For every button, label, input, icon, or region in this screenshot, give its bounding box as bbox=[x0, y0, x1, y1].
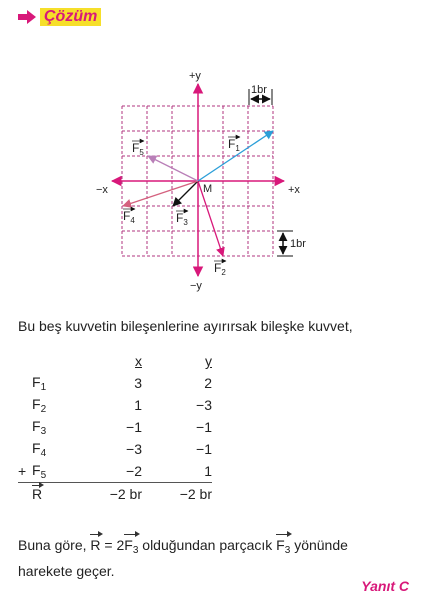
force-label-1: $F_1$ bbox=[228, 137, 240, 153]
y-component: −1 bbox=[196, 419, 212, 435]
y-minus-label: −y bbox=[190, 280, 202, 292]
force-label-3: $F_3$ bbox=[176, 211, 188, 227]
axes bbox=[112, 84, 284, 276]
scale-right-label: 1br bbox=[290, 238, 306, 250]
y-component: 2 bbox=[204, 375, 212, 391]
plus-sign bbox=[18, 394, 32, 416]
table-row bbox=[18, 438, 212, 460]
y-component: −1 bbox=[196, 441, 212, 457]
force-label-4: $F_4$ bbox=[123, 209, 135, 225]
component-table bbox=[18, 350, 212, 505]
origin-label: M bbox=[203, 183, 213, 195]
result-y: −2 br bbox=[142, 483, 212, 506]
table-row bbox=[18, 372, 212, 394]
result-row bbox=[18, 483, 212, 506]
force-name: $F_4$ bbox=[32, 439, 47, 459]
plus-sign: + bbox=[18, 463, 27, 479]
x-component: −2 bbox=[126, 463, 142, 479]
x-component: −3 bbox=[126, 441, 142, 457]
scale-right bbox=[277, 231, 306, 256]
table-row bbox=[18, 460, 212, 483]
resultant-vector: R bbox=[90, 537, 101, 553]
f3-vector-2: $F_3$ bbox=[276, 535, 290, 561]
x-component: 3 bbox=[134, 375, 142, 391]
y-plus-label: +y bbox=[189, 70, 201, 82]
intro-text: Bu beş kuvvetin bileşenlerine ayırırsak bileşke kuvvet, bbox=[18, 318, 353, 334]
table-row bbox=[18, 416, 212, 438]
force-name: $F_5$ bbox=[32, 461, 47, 481]
x-component: 1 bbox=[134, 397, 142, 413]
force-label-5: $F_5$ bbox=[132, 141, 144, 157]
col-y-header: y bbox=[205, 353, 212, 369]
result-name: R bbox=[32, 486, 43, 502]
result-x: −2 br bbox=[68, 483, 142, 506]
force-name: $F_1$ bbox=[32, 373, 47, 393]
y-component: −3 bbox=[196, 397, 212, 413]
force-vector-5 bbox=[148, 156, 198, 181]
table-row bbox=[18, 394, 212, 416]
answer-label: Yanıt C bbox=[361, 578, 409, 594]
x-component: −1 bbox=[126, 419, 142, 435]
y-component: 1 bbox=[204, 463, 212, 479]
plus-sign bbox=[18, 416, 32, 438]
force-diagram bbox=[0, 0, 423, 300]
x-minus-label: −x bbox=[96, 184, 108, 196]
plus-sign bbox=[18, 372, 32, 394]
f3-vector: $F_3$ bbox=[124, 535, 138, 561]
force-name: $F_2$ bbox=[32, 395, 47, 415]
x-plus-label: +x bbox=[288, 184, 300, 196]
col-x-header: x bbox=[135, 353, 142, 369]
force-vector-4 bbox=[123, 181, 198, 206]
scale-top bbox=[249, 84, 272, 105]
force-name: $F_3$ bbox=[32, 417, 47, 437]
conclusion-text: Buna göre, $R = 2F_3$ olduğundan parçacık $F_3$ yönünde harekete geçer. bbox=[18, 537, 348, 579]
scale-top-label: 1br bbox=[251, 84, 267, 96]
force-label-2: $F_2$ bbox=[214, 261, 226, 277]
solution-badge: Çözüm bbox=[40, 8, 101, 26]
plus-sign bbox=[18, 438, 32, 460]
